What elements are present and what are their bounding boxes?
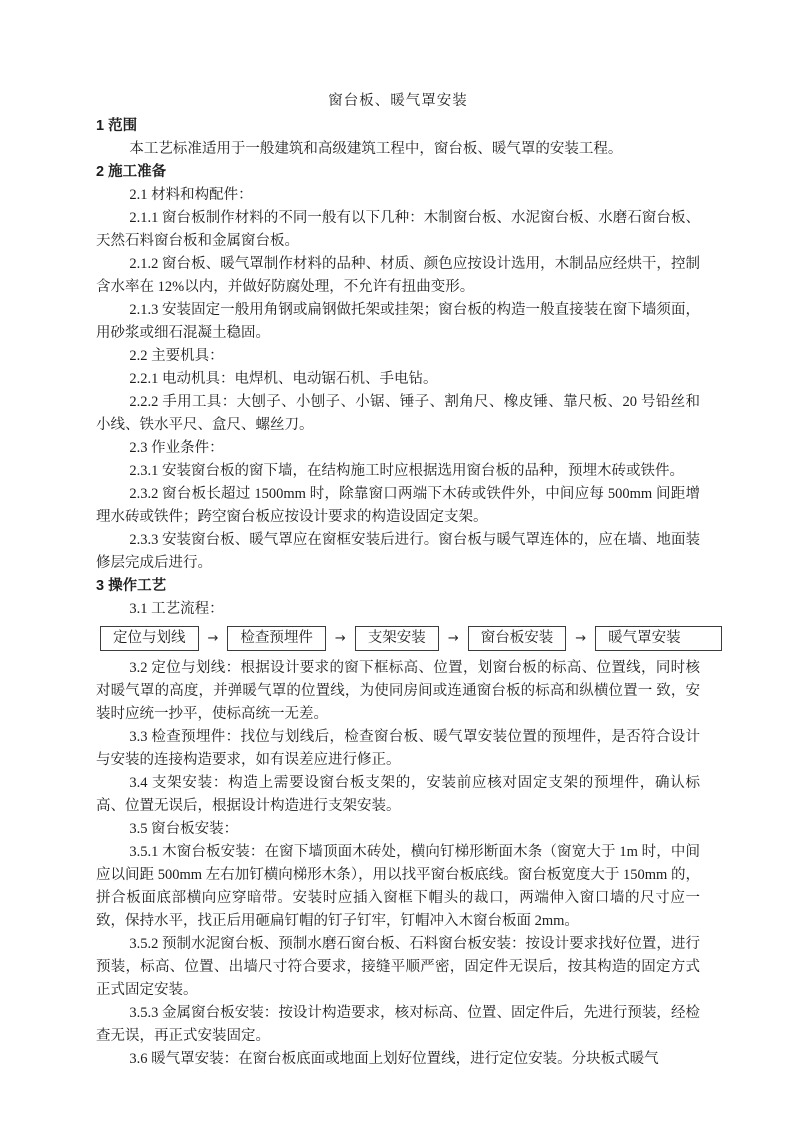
paragraph: 3.4 支架安装：构造上需要设窗台板支架的，安装前应核对固定支架的预埋件，确认标高、位置无误后，根据设计构造进行支架安装。 [96, 775, 700, 814]
paragraph: 2.3.1 安装窗台板的窗下墙，在结构施工时应根据选用窗台板的品种，预埋木砖或铁件。 [129, 463, 684, 479]
paragraph: 2.1.3 安装固定一般用角钢或扁钢做托架或挂架；窗台板的构造一般直接装在窗下墙须面，用砂浆或细石混凝土稳固。 [96, 302, 700, 341]
paragraph: 2.2 主要机具： [129, 348, 224, 364]
paragraph: 3.3 检查预埋件：找位与划线后，检查窗台板、暖气罩安装位置的预埋件，是否符合设计与安装的连接构造要求，如有误差应进行修正。 [96, 729, 700, 768]
section-heading: 2 施工准备 [96, 164, 167, 180]
flow-arrow-icon: → [207, 631, 219, 646]
flow-arrow-icon: → [575, 631, 587, 646]
section-heading: 1 范围 [96, 118, 138, 134]
paragraph: 3.5.2 预制水泥窗台板、预制水磨石窗台板、石料窗台板安装：按设计要求找好位置，进行预装，标高、位置、出墙尺寸符合要求，接缝平顺严密，固定件无误后，按其构造的固定方式正式固定安装。 [96, 936, 700, 998]
paragraph: 3.5.1 木窗台板安装：在窗下墙顶面木砖处，横向钉梯形断面木条（窗宽大于 1m 时，中间应以间距 500mm 左右加钉横向梯形木条），用以找平窗台板底线。窗台板宽度大于 150mm 的，拼合板面底部横向应穿暗带。安装时应插入窗框下帽头的裁口，两端伸入窗口墙的尺寸应一致，保持水平，找正后用砸扁钉帽的钉子钉牢，钉帽冲入木窗台板面 2mm。 [96, 844, 700, 929]
paragraph: 2.3.3 安装窗台板、暖气罩应在窗框安装后进行。窗台板与暖气罩连体的，应在墙、地面装修层完成后进行。 [96, 532, 700, 571]
paragraph: 2.2.2 手用工具：大刨子、小刨子、小锯、锤子、割角尺、橡皮锤、靠尺板、20 号铅丝和小线、铁水平尺、盒尺、螺丝刀。 [96, 394, 700, 433]
paragraph: 3.5 窗台板安装： [129, 821, 239, 837]
flow-step: 暖气罩安装 [595, 626, 722, 651]
paragraph: 3.2 定位与划线：根据设计要求的窗下框标高、位置，划窗台板的标高、位置线，同时核对暖气罩的高度，并弹暖气罩的位置线，为使同房间或连通窗台板的标高和纵横位置一 致，安装时应统一抄平，使标高统一无差。 [96, 660, 700, 722]
flow-step: 支架安装 [355, 626, 439, 651]
paragraph: 2.1.1 窗台板制作材料的不同一般有以下几种：木制窗台板、水泥窗台板、水磨石窗台板、天然石料窗台板和金属窗台板。 [96, 210, 700, 249]
paragraph: 3.5.3 金属窗台板安装：按设计构造要求，核对标高、位置、固定件后，先进行预装，经检查无误，再正式安装固定。 [96, 1005, 700, 1044]
document-title: 窗台板、暖气罩安装 [328, 93, 468, 109]
paragraph: 2.3.2 窗台板长超过 1500mm 时，除靠窗口两端下木砖或铁件外，中间应每 500mm 间距增理水砖或铁件；跨空窗台板应按设计要求的构造设固定支架。 [96, 486, 700, 525]
paragraph: 2.3 作业条件： [129, 440, 224, 456]
paragraph: 本工艺标准适用于一般建筑和高级建筑工程中，窗台板、暖气罩的安装工程。 [129, 141, 623, 157]
flow-arrow-icon: → [447, 631, 459, 646]
paragraph: 2.1.2 窗台板、暖气罩制作材料的品种、材质、颜色应按设计选用，木制品应经烘干，控制含水率在 12%以内，并做好防腐处理，不允许有扭曲变形。 [96, 256, 700, 295]
flow-step: 检查预埋件 [227, 626, 326, 651]
paragraph: 3.6 暖气罩安装：在窗台板底面或地面上划好位置线，进行定位安装。分块板式暖气 [129, 1051, 659, 1067]
document-body [96, 90, 700, 1071]
flow-step: 窗台板安装 [468, 626, 567, 651]
paragraph: 3.1 工艺流程： [129, 601, 224, 617]
paragraph: 2.1 材料和构配件： [129, 187, 253, 203]
flow-arrow-icon: → [334, 631, 346, 646]
process-flowchart [100, 626, 700, 651]
paragraph: 2.2.1 电动机具：电焊机、电动锯石机、手电钻。 [129, 371, 438, 387]
section-heading: 3 操作工艺 [96, 578, 167, 594]
flow-step: 定位与划线 [100, 626, 199, 651]
